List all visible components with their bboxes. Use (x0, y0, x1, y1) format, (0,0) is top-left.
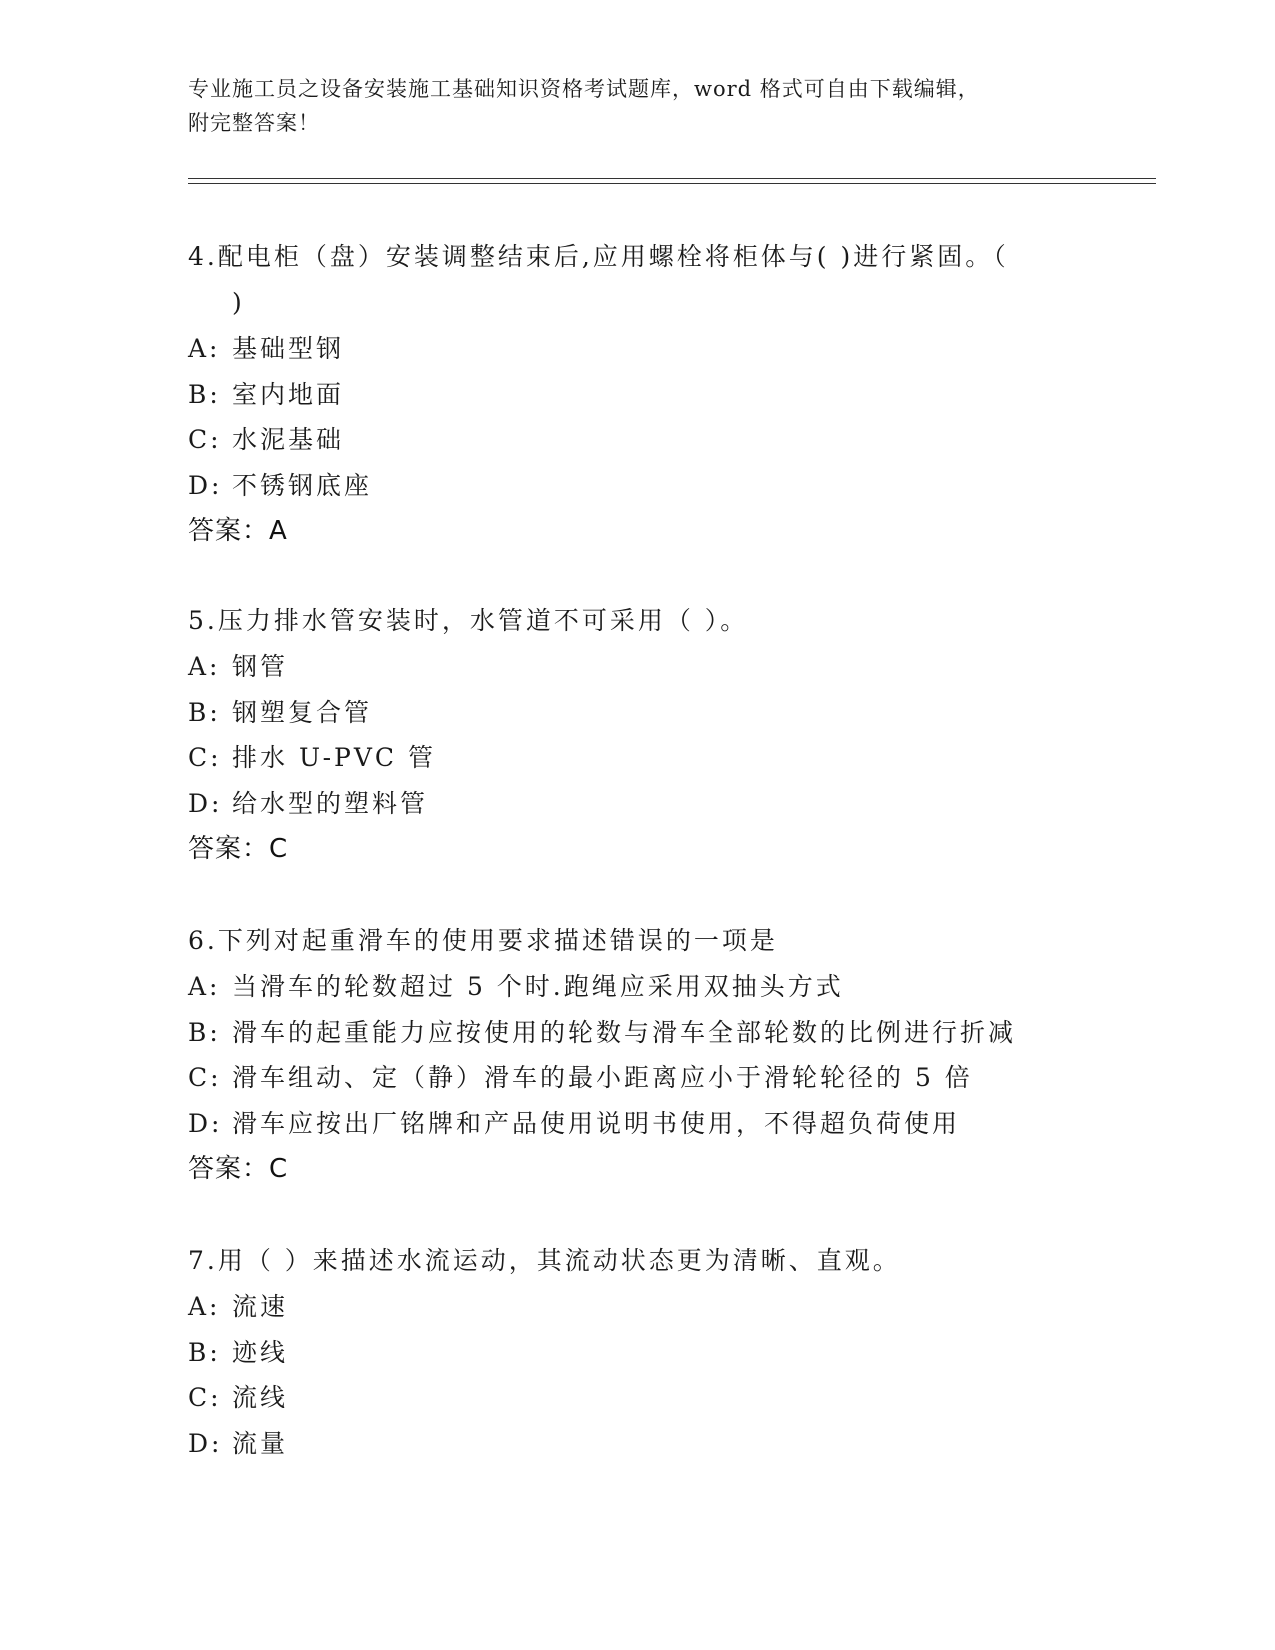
option-letter: B: (188, 379, 221, 409)
option-letter: C: (188, 1063, 222, 1092)
option-a (188, 326, 1088, 372)
option-text: 流速 (232, 1292, 289, 1321)
option-text: 流线 (232, 1383, 289, 1412)
option-letter: C: (188, 743, 222, 772)
header-divider-top (188, 178, 1156, 179)
option-text: 水泥基础 (232, 425, 345, 454)
document-header (188, 72, 1068, 140)
option-b (188, 690, 1088, 736)
option-a (188, 644, 1088, 690)
question-stem (188, 918, 1088, 964)
option-c (188, 1375, 1088, 1421)
option-letter: A: (188, 1292, 221, 1321)
option-d (188, 1421, 1088, 1467)
option-text: 给水型的塑料管 (232, 788, 429, 818)
question-stem (188, 234, 1088, 326)
option-d (188, 781, 1088, 827)
header-divider-bottom (188, 183, 1156, 184)
question-stem-text: 4.配电柜（盘）安装调整结束后,应用螺栓将柜体与( )进行紧固。（ (188, 242, 1009, 271)
option-text: 滑车组动、定（静）滑车的最小距离应小于滑轮轮径的 5 倍 (232, 1063, 973, 1092)
option-letter: B: (188, 1017, 221, 1047)
option-text: 钢塑复合管 (232, 697, 373, 727)
question-stem (188, 598, 1088, 644)
option-b (188, 1010, 1088, 1056)
question-stem-text: 5.压力排水管安装时，水管道不可采用（ ）。 (188, 606, 749, 635)
header-line-1: 专业施工员之设备安装施工基础知识资格考试题库，word 格式可自由下载编辑， (188, 77, 980, 101)
question-stem (188, 1238, 1088, 1284)
option-text: 不锈钢底座 (232, 470, 373, 500)
option-letter: D: (188, 1428, 223, 1458)
answer-line: 答案：C (188, 834, 289, 864)
option-letter: D: (188, 1108, 223, 1138)
option-letter: C: (188, 425, 222, 454)
option-c (188, 417, 1088, 463)
answer-line: 答案：C (188, 1154, 289, 1184)
option-b (188, 372, 1088, 418)
question-stem-text: 7.用（ ）来描述水流运动，其流动状态更为清晰、直观。 (188, 1246, 901, 1275)
option-text: 当滑车的轮数超过 5 个时.跑绳应采用双抽头方式 (232, 972, 844, 1001)
option-c (188, 1055, 1088, 1101)
option-text: 排水 U-PVC 管 (232, 743, 436, 772)
option-b (188, 1330, 1088, 1376)
option-letter: C: (188, 1383, 222, 1412)
option-text: 滑车的起重能力应按使用的轮数与滑车全部轮数的比例进行折减 (232, 1017, 1017, 1047)
question-stem-continuation: ) (232, 288, 245, 317)
option-text: 基础型钢 (232, 334, 345, 363)
option-letter: D: (188, 470, 223, 500)
option-letter: A: (188, 652, 221, 681)
question-7 (188, 1238, 1088, 1466)
option-a (188, 964, 1088, 1010)
question-5 (188, 598, 1088, 872)
option-text: 滑车应按出厂铭牌和产品使用说明书使用，不得超负荷使用 (232, 1108, 961, 1138)
option-d (188, 463, 1088, 509)
option-letter: D: (188, 788, 223, 818)
option-text: 迹线 (232, 1337, 289, 1367)
option-letter: A: (188, 334, 221, 363)
question-4 (188, 234, 1088, 554)
option-text: 流量 (232, 1428, 289, 1458)
option-text: 钢管 (232, 652, 289, 681)
option-a (188, 1284, 1088, 1330)
option-text: 室内地面 (232, 379, 345, 409)
option-c (188, 735, 1088, 781)
question-stem-text: 6.下列对起重滑车的使用要求描述错误的一项是 (188, 926, 778, 955)
option-letter: A: (188, 972, 221, 1001)
option-letter: B: (188, 1337, 221, 1367)
option-d (188, 1101, 1088, 1147)
question-6 (188, 918, 1088, 1192)
answer-line: 答案：A (188, 516, 288, 546)
header-line-2: 附完整答案！ (188, 111, 320, 135)
option-letter: B: (188, 697, 221, 727)
